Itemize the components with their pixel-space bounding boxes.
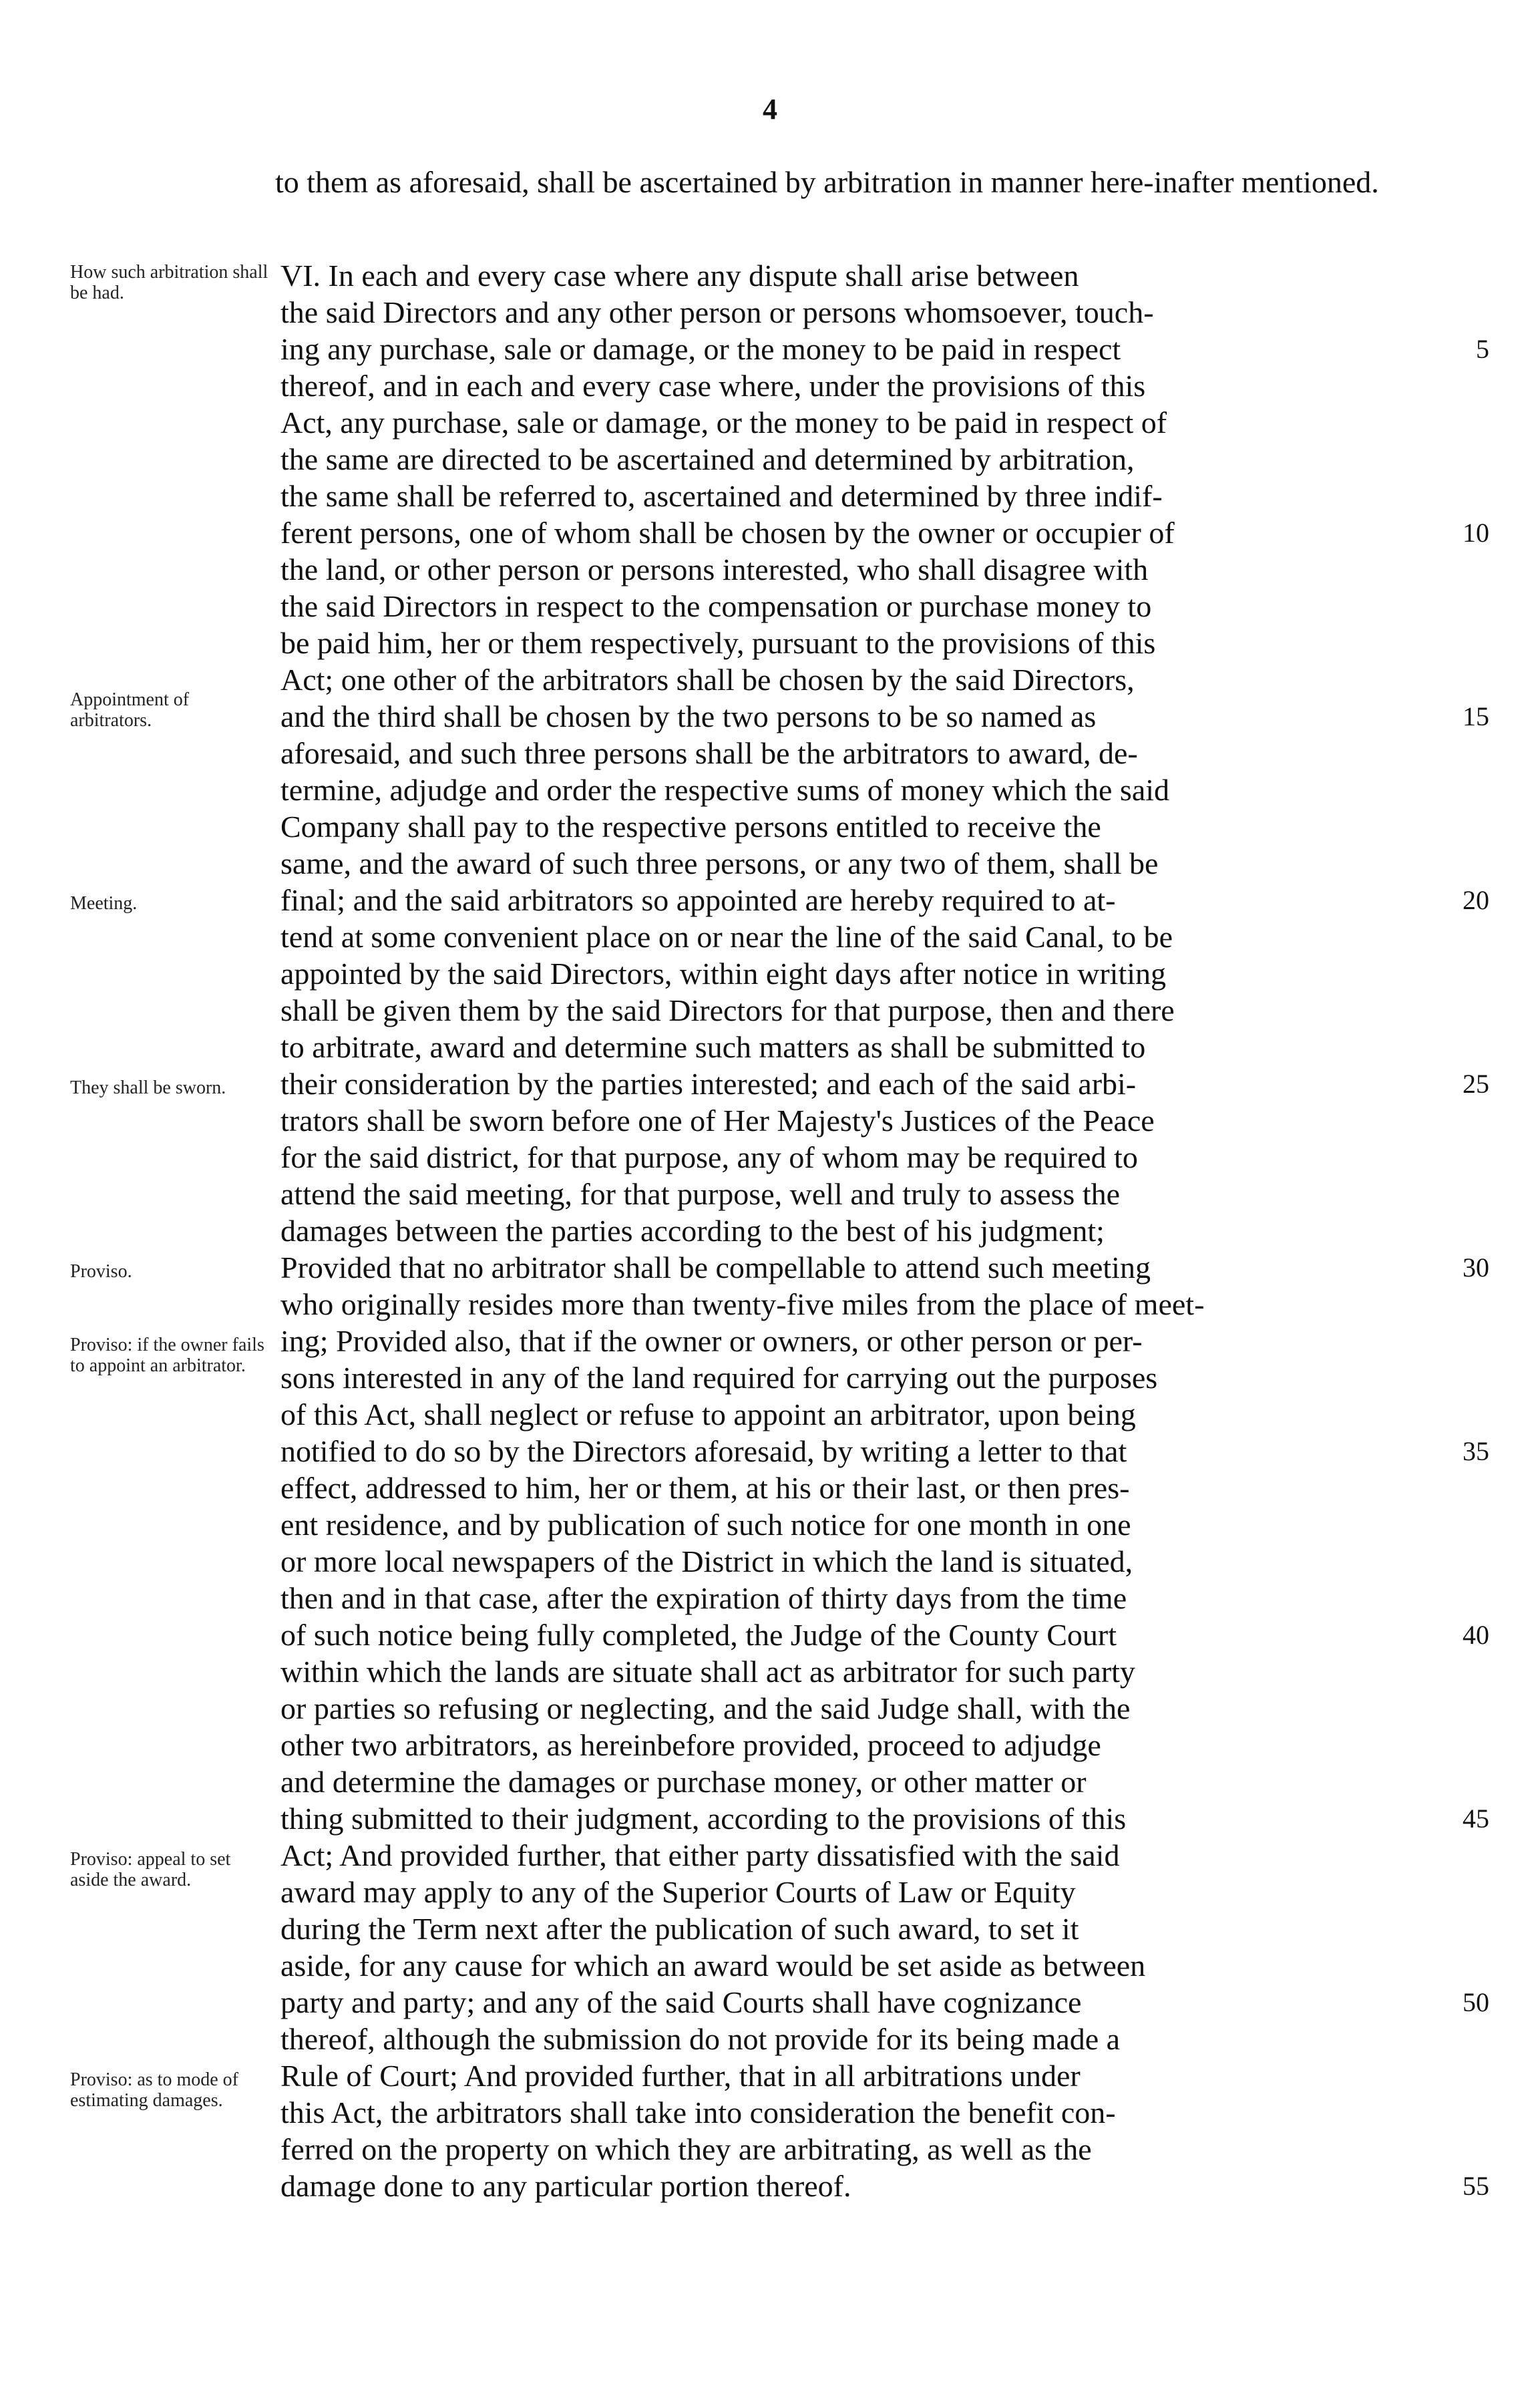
line-number: 40 <box>1463 1620 1489 1650</box>
text-line: damage done to any particular portion thereof. <box>280 2169 851 2203</box>
text-line: tend at some convenient place on or near the line of the said Canal, to be <box>280 920 1173 954</box>
text-line: be paid him, her or them respectively, pursuant to the provisions of this <box>280 626 1156 660</box>
text-line: ent residence, and by publication of such notice for one month in one <box>280 1508 1131 1542</box>
text-line: final; and the said arbitrators so appointed are hereby required to at- <box>280 883 1116 917</box>
line-number: 30 <box>1463 1252 1489 1283</box>
text-line: ing; Provided also, that if the owner or owners, or other person or per- <box>280 1324 1143 1358</box>
margin-note: Proviso. <box>70 1261 132 1282</box>
margin-note: Proviso: as to mode of estimating damages. <box>70 2069 238 2111</box>
margin-note: Proviso: if the owner fails to appoint an arbitrator. <box>70 1335 264 1376</box>
text-line: party and party; and any of the said Courts shall have cognizance <box>280 1985 1082 2019</box>
text-line: trators shall be sworn before one of Her Majesty's Justices of the Peace <box>280 1103 1155 1138</box>
text-line: thereof, and in each and every case where, under the provisions of this <box>280 369 1146 403</box>
text-line: of such notice being fully completed, the Judge of the County Court <box>280 1618 1117 1652</box>
text-line: appointed by the said Directors, within eight days after notice in writing <box>280 957 1167 991</box>
line-number: 50 <box>1463 1987 1489 2017</box>
text-line: aside, for any cause for which an award would be set aside as between <box>280 1948 1146 1983</box>
text-line: Act; And provided further, that either party dissatisfied with the said <box>280 1838 1120 1872</box>
line-number: 20 <box>1463 885 1489 915</box>
line-number: 5 <box>1476 334 1489 364</box>
text-line: shall be given them by the said Directors for that purpose, then and there <box>280 993 1175 1027</box>
text-line: this Act, the arbitrators shall take into consideration the benefit con- <box>280 2095 1116 2129</box>
text-line: of this Act, shall neglect or refuse to appoint an arbitrator, upon being <box>280 1397 1136 1431</box>
text-line: for the said district, for that purpose, any of whom may be required to <box>280 1140 1138 1174</box>
opening-paragraph: to them as aforesaid, shall be ascertained by arbitration in manner here-inafter mentioned. <box>275 165 1379 199</box>
line-number: 45 <box>1463 1804 1489 1834</box>
margin-note: They shall be sworn. <box>70 1077 226 1098</box>
text-line: the same are directed to be ascertained and determined by arbitration, <box>280 442 1135 476</box>
text-line: the land, or other person or persons interested, who shall disagree with <box>280 552 1149 586</box>
text-line: then and in that case, after the expiration of thirty days from the time <box>280 1581 1127 1615</box>
text-line: effect, addressed to him, her or them, at his or their last, or then pres- <box>280 1471 1130 1505</box>
text-line: and the third shall be chosen by the two persons to be so named as <box>280 699 1097 733</box>
line-number: 55 <box>1463 2171 1489 2201</box>
line-number: 15 <box>1463 701 1489 731</box>
text-line: the said Directors and any other person or persons whomsoever, touch- <box>280 295 1154 329</box>
text-line: their consideration by the parties interested; and each of the said arbi- <box>280 1067 1137 1101</box>
text-line: Act, any purchase, sale or damage, or the money to be paid in respect of <box>280 405 1167 440</box>
text-line: or more local newspapers of the District in which the land is situated, <box>280 1544 1133 1578</box>
text-line: Company shall pay to the respective persons entitled to receive the <box>280 810 1101 844</box>
text-line: VI. In each and every case where any dispute shall arise between <box>280 259 1079 293</box>
text-line: ferred on the property on which they are arbitrating, as well as the <box>280 2132 1092 2166</box>
line-number: 35 <box>1463 1436 1489 1466</box>
margin-note: Proviso: appeal to set aside the award. <box>70 1849 231 1890</box>
page-number: 4 <box>763 93 777 126</box>
text-line: other two arbitrators, as hereinbefore provided, proceed to adjudge <box>280 1728 1101 1762</box>
text-line: aforesaid, and such three persons shall be the arbitrators to award, de- <box>280 736 1138 770</box>
text-line: Rule of Court; And provided further, that in all arbitrations under <box>280 2059 1081 2093</box>
text-line: termine, adjudge and order the respective sums of money which the said <box>280 773 1170 807</box>
text-line: Provided that no arbitrator shall be compellable to attend such meeting <box>280 1250 1151 1285</box>
text-line: or parties so refusing or neglecting, and the said Judge shall, with the <box>280 1691 1131 1725</box>
text-line: award may apply to any of the Superior Courts of Law or Equity <box>280 1875 1076 1909</box>
text-line: within which the lands are situate shall act as arbitrator for such party <box>280 1655 1135 1689</box>
text-line: who originally resides more than twenty-five miles from the place of meet- <box>280 1287 1205 1321</box>
text-line: the said Directors in respect to the compensation or purchase money to <box>280 589 1152 623</box>
text-line: Act; one other of the arbitrators shall be chosen by the said Directors, <box>280 663 1135 697</box>
text-line: thing submitted to their judgment, according to the provisions of this <box>280 1802 1127 1836</box>
margin-note: Meeting. <box>70 893 138 914</box>
text-line: ing any purchase, sale or damage, or the money to be paid in respect <box>280 332 1121 366</box>
text-line: and determine the damages or purchase money, or other matter or <box>280 1765 1087 1799</box>
text-line: to arbitrate, award and determine such matters as shall be submitted to <box>280 1030 1146 1064</box>
text-line: sons interested in any of the land required for carrying out the purposes <box>280 1361 1158 1395</box>
text-line: ferent persons, one of whom shall be chosen by the owner or occupier of <box>280 516 1175 550</box>
margin-note: How such arbitration shall be had. <box>70 262 268 303</box>
text-line: thereof, although the submission do not provide for its being made a <box>280 2022 1121 2056</box>
text-line: same, and the award of such three persons, or any two of them, shall be <box>280 846 1159 880</box>
line-number: 10 <box>1463 518 1489 548</box>
text-line: the same shall be referred to, ascertained and determined by three indif- <box>280 479 1163 513</box>
line-number: 25 <box>1463 1069 1489 1099</box>
text-line: during the Term next after the publication of such award, to set it <box>280 1912 1079 1946</box>
text-line: attend the said meeting, for that purpose, well and truly to assess the <box>280 1177 1121 1211</box>
margin-note: Appointment of arbitrators. <box>70 689 190 731</box>
text-line: notified to do so by the Directors aforesaid, by writing a letter to that <box>280 1434 1127 1468</box>
text-line: damages between the parties according to the best of his judgment; <box>280 1214 1105 1248</box>
